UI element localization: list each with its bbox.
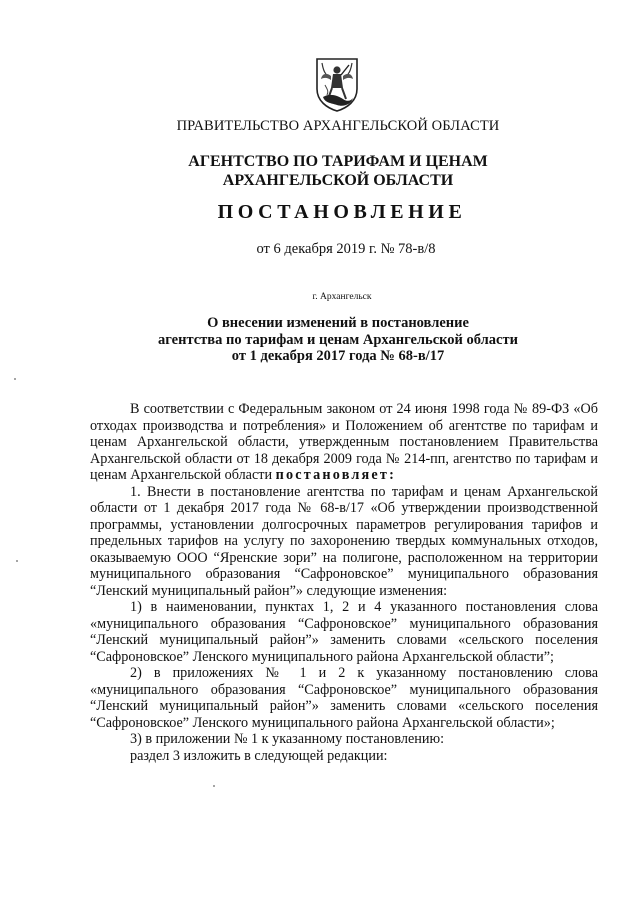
resolves-word: постановляет: <box>275 467 397 483</box>
subject-line-2: агентства по тарифам и ценам Архангельской области <box>158 331 518 348</box>
preamble-text: В соответствии с Федеральным законом от 24 июня 1998 года № 89-ФЗ «Об отходах производства и потребления» и Положением об агентстве по тарифам и ценам Архангельской области, утвержденным постановлением Правительства Архангельской области от 18 декабря 2009 года № 214-пп, агентство по тарифам и ценам Архангельской области <box>90 401 598 483</box>
coat-of-arms-icon <box>313 55 361 113</box>
preamble-paragraph <box>90 401 598 484</box>
scan-speck <box>16 560 18 562</box>
document-date-number: от 6 декабря 2019 г. № 78-в/8 <box>256 241 436 257</box>
scan-speck <box>213 785 215 787</box>
subitem-2-paragraph: 2) в приложениях № 1 и 2 к указанному постановлению слова «муниципального образования “Сафроновское” муниципального образования “Ленский муниципальный район”» заменить словами «сельского поселения “Сафроновское” Ленского муниципального района Архангельской области»; <box>90 665 598 731</box>
government-name: ПРАВИТЕЛЬСТВО АРХАНГЕЛЬСКОЙ ОБЛАСТИ <box>176 118 500 134</box>
agency-name-line-1: АГЕНТСТВО ПО ТАРИФАМ И ЦЕНАМ <box>188 153 488 170</box>
document-title: ПОСТАНОВЛЕНИЕ <box>217 201 467 223</box>
scan-speck <box>14 378 16 380</box>
subitem-3-paragraph: 3) в приложении № 1 к указанному постановлению: <box>130 731 445 747</box>
subject-line-1: О внесении изменений в постановление <box>207 315 469 331</box>
agency-name-line-2: АРХАНГЕЛЬСКОЙ ОБЛАСТИ <box>222 172 454 189</box>
agency-name <box>18 152 640 190</box>
document-city: г. Архангельск <box>312 292 372 302</box>
subitem-3-section-paragraph: раздел 3 изложить в следующей редакции: <box>130 747 388 764</box>
document-body <box>90 401 598 764</box>
subject-line-3: от 1 декабря 2017 года № 68-в/17 <box>231 348 445 364</box>
document-subject <box>18 315 640 365</box>
item-1-paragraph: 1. Внести в постановление агентства по тарифам и ценам Архангельской области от 1 декабря 2017 года № 68-в/17 «Об утверждении производственной программы, установлении долгосрочных параметров регулирования тарифов и предельных тарифов на услугу по захоронению твердых коммунальных отходов, оказываемую ООО “Яренские зори” на полигоне, расположенном на территории муниципального образования “Сафроновское” муниципального образования “Ленский муниципальный район”» следующие изменения: <box>90 483 598 599</box>
subitem-1-paragraph: 1) в наименовании, пунктах 1, 2 и 4 указанного постановления слова «муниципального образования “Сафроновское” муниципального образования “Ленский муниципальный район”» заменить словами «сельского поселения “Сафроновское” Ленского муниципального района Архангельской области”; <box>90 599 598 665</box>
